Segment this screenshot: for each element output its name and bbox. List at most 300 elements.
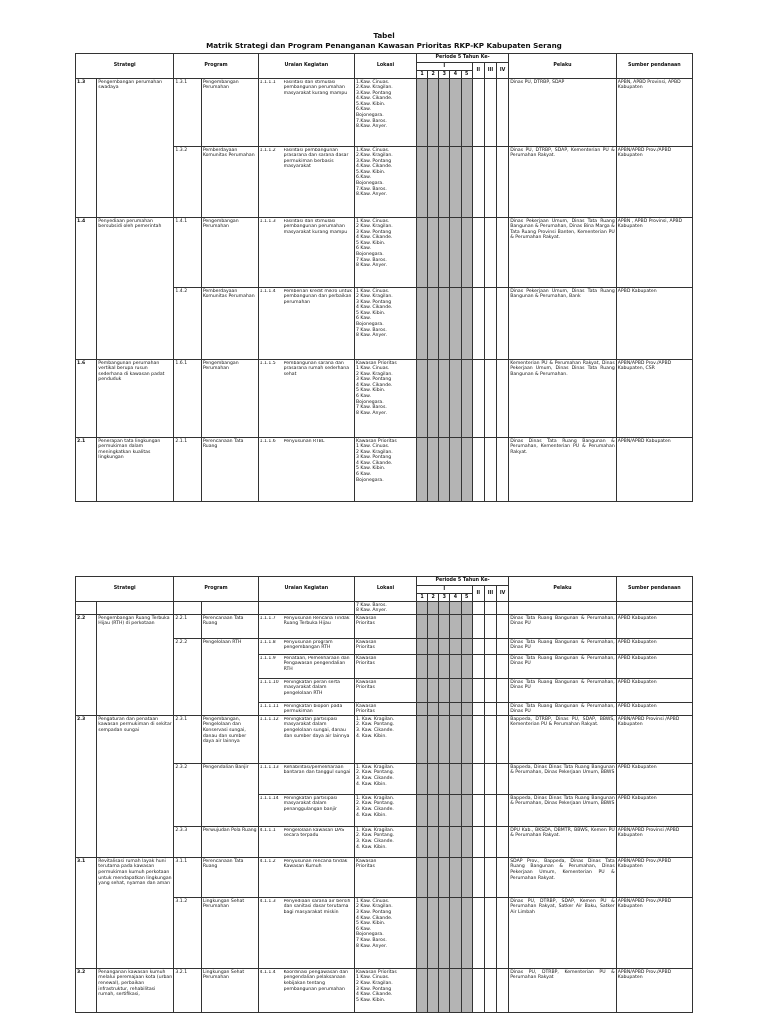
period-shaded-cell <box>416 898 427 969</box>
period-shaded-cell <box>428 79 439 147</box>
period-empty-cell <box>484 969 496 1013</box>
header-sumber-pendanaan: Sumber pendanaan <box>616 577 692 602</box>
title-line-1: Tabel <box>373 31 395 40</box>
uraian-kegiatan-cell <box>258 655 354 679</box>
table-row <box>76 79 693 147</box>
period-shaded-cell <box>416 827 427 858</box>
kegiatan-number: 4.1.1.2 <box>259 858 276 864</box>
period-shaded-cell <box>439 795 450 827</box>
uraian-kegiatan-cell <box>258 679 354 703</box>
header-year-3: 3 <box>439 71 450 79</box>
header-pelaku: Pelaku <box>509 577 617 602</box>
header-program: Program <box>174 577 258 602</box>
period-shaded-cell <box>416 969 427 1013</box>
kegiatan-number: 1.1.1.7 <box>259 615 276 621</box>
kegiatan-text: Penyusunan RTBL <box>283 438 325 444</box>
period-shaded-cell <box>461 716 472 764</box>
strategi-text: Penyediaan perumahan bersubsidi oleh pemerintah <box>97 218 174 360</box>
period-empty-cell <box>484 898 496 969</box>
matrix-table-2 <box>75 576 693 1013</box>
period-shaded-cell <box>439 716 450 764</box>
period-shaded-cell <box>428 602 439 615</box>
kegiatan-number: 4.1.1.4 <box>259 969 276 975</box>
lokasi-cell: 1 Kaw. Cinuas. 2 Kaw. Kragilan. 3 Kaw. Pontang 4 Kaw. Cikande. 5 Kaw. Kibin. 6 Kaw. Bojonegara. 7 Kaw. Baros. 8 Kaw. Anyer. <box>355 288 417 360</box>
period-empty-cell <box>484 79 496 147</box>
uraian-kegiatan-cell <box>258 360 354 438</box>
kegiatan-text: Peningkatan biopori pada permukiman <box>283 703 343 715</box>
kegiatan-number: 1.1.1.12 <box>259 716 279 722</box>
period-empty-cell <box>472 795 484 827</box>
uraian-kegiatan-cell <box>258 218 354 288</box>
uraian-kegiatan-cell <box>258 703 354 716</box>
kegiatan-number: 4.1.1.3 <box>259 898 276 904</box>
period-shaded-cell <box>461 218 472 288</box>
period-empty-cell <box>484 360 496 438</box>
sumber-pendanaan-cell: APBN/APBD Provinsi /APBD Kabupaten <box>616 827 692 858</box>
strategi-number: 1.6 <box>76 360 97 438</box>
program-text: Pemberdayaan Komunitas Perumahan <box>201 288 258 360</box>
period-empty-cell <box>472 764 484 795</box>
period-empty-cell <box>497 764 509 795</box>
period-shaded-cell <box>416 438 427 502</box>
kegiatan-number: 1.1.1.9 <box>259 655 276 661</box>
period-shaded-cell <box>428 438 439 502</box>
period-shaded-cell <box>450 679 461 703</box>
pelaku-cell: Dinas PU, DTRBP, Kementerian PU & Perumahan Rakyat <box>509 969 617 1013</box>
program-text: Pengembangan Perumahan <box>201 360 258 438</box>
period-empty-cell <box>497 360 509 438</box>
program-text: Perwujudan Pola Ruang <box>201 827 258 858</box>
header-period-2: II <box>472 586 484 602</box>
program-number: 2.3.3 <box>174 827 201 858</box>
sumber-pendanaan-cell: APBN/APBD Prov./APBD Kabupaten <box>616 858 692 898</box>
lokasi-cell: Kawasan Prioritas <box>355 655 417 679</box>
period-shaded-cell <box>461 615 472 639</box>
sumber-pendanaan-cell: APBN , APBD Provinsi, APBD Kabupaten <box>616 218 692 288</box>
uraian-kegiatan-cell <box>258 615 354 639</box>
title-line-2: Matrik Strategi dan Program Penanganan Kawasan Prioritas RKP-KP Kabupaten Serang <box>206 40 562 50</box>
period-shaded-cell <box>461 703 472 716</box>
strategi-number: 2.1 <box>76 438 97 502</box>
uraian-kegiatan-cell <box>258 288 354 360</box>
period-shaded-cell <box>461 764 472 795</box>
kegiatan-number: 1.1.1.10 <box>259 679 279 685</box>
uraian-kegiatan-cell <box>258 147 354 218</box>
period-empty-cell <box>497 602 509 615</box>
period-empty-cell <box>484 655 496 679</box>
program-number <box>174 602 201 615</box>
program-number: 1.4.1 <box>174 218 201 288</box>
kegiatan-number: 1.1.1.2 <box>259 147 276 153</box>
period-shaded-cell <box>450 858 461 898</box>
period-shaded-cell <box>461 147 472 218</box>
period-empty-cell <box>484 438 496 502</box>
header-strategi: Strategi <box>76 577 174 602</box>
period-shaded-cell <box>450 655 461 679</box>
kegiatan-number: 1.1.1.5 <box>259 360 276 366</box>
period-shaded-cell <box>450 639 461 655</box>
period-shaded-cell <box>461 655 472 679</box>
strategi-text: Penerapan tata lingkungan permukiman dalam meningkatkan kualitas lingkungan <box>97 438 174 502</box>
lokasi-cell: 7 Kaw. Baros. 8 Kaw. Anyer. <box>355 602 417 615</box>
kegiatan-text: Penyusunan rencana tindak Kawasan Kumuh <box>283 858 348 870</box>
period-empty-cell <box>497 716 509 764</box>
kegiatan-text: Fasilitasi dan stimulasi pembangunan perumahan masyarakat kurang mampu <box>283 218 348 235</box>
sumber-pendanaan-cell: APBD Kabupaten <box>616 639 692 655</box>
period-shaded-cell <box>428 795 439 827</box>
lokasi-cell: Kawasan Prioritas <box>355 703 417 716</box>
kegiatan-text: Pemberian kredit mikro untuk pembangunan dan perbaikan perumahan <box>283 288 353 305</box>
period-shaded-cell <box>450 438 461 502</box>
strategi-number <box>76 602 97 615</box>
pelaku-cell: SDAP Prov., Bappeda, Dinas Dinas Tata Ruang Bangunan & Perumahan, Dinas Pekerjaan Umum, Kementerian PU & Perumahan Rakyat. <box>509 858 617 898</box>
lokasi-cell: 1.Kaw. Cinuas. 2.Kaw. Kragilan. 3.Kaw. Pontang 4.Kaw. Cikande. 5.Kaw. Kibin. 6.Kaw. Bojonegara. 7.Kaw. Baros. 8.Kaw. Anyer. <box>355 147 417 218</box>
strategi-text: Revitalisasi rumah layak huni terutama pada kawasan permukiman kumuh perkotaan untuk mendapatkan lingkungan yang sehat, nyaman dan aman <box>97 858 174 969</box>
kegiatan-number: 1.1.1.14 <box>259 795 279 801</box>
header-lokasi: Lokasi <box>355 577 417 602</box>
period-empty-cell <box>497 795 509 827</box>
pelaku-cell: Dinas Tata Ruang Bangunan & Perumahan, Dinas PU <box>509 679 617 703</box>
header-program: Program <box>174 54 258 79</box>
pelaku-cell: Dinas PU, DTRBP, SDAP, Kementerian PU & Perumahan Rakyat. <box>509 147 617 218</box>
period-empty-cell <box>497 147 509 218</box>
strategi-text <box>97 602 174 615</box>
period-shaded-cell <box>416 602 427 615</box>
pelaku-cell: Bappeda, DTRBP, Dinas PU, SDAP, BBWS, Kementerian PU & Perumahan Rakyat. <box>509 716 617 764</box>
pelaku-cell: Dinas Pekerjaan Umum, Dinas Tata Ruang Bangunan & Perumahan, Dinas Bina Marga & Tata Ruang Provinsi Banten, Kementerian PU & Perumahan Rakyat. <box>509 218 617 288</box>
sumber-pendanaan-cell <box>616 602 692 615</box>
period-shaded-cell <box>428 898 439 969</box>
header-periode: Periode 5 Tahun Ke- <box>416 577 508 586</box>
kegiatan-text: Fasilitasi pembangunan prasarana dan sarana dasar permukiman berbasis masyarakat <box>283 147 349 170</box>
header-period-3: III <box>484 586 496 602</box>
uraian-kegiatan-cell <box>258 969 354 1013</box>
header-period-3: III <box>484 63 496 79</box>
header-year-4: 4 <box>450 71 461 79</box>
program-text: Perencanaan Tata Ruang <box>201 858 258 898</box>
strategi-text: Penanganan kawasan kumuh melalui peremajaan kota (urban renewal), perbaikan infrastruktur, rehabilitasi rumah, sertifikasi, <box>97 969 174 1013</box>
period-empty-cell <box>484 716 496 764</box>
program-number: 3.2.1 <box>174 969 201 1013</box>
uraian-kegiatan-cell <box>258 795 354 827</box>
period-shaded-cell <box>450 795 461 827</box>
period-shaded-cell <box>416 79 427 147</box>
pelaku-cell: Dinas PU, DTRBP, SDAP <box>509 79 617 147</box>
period-shaded-cell <box>439 218 450 288</box>
sumber-pendanaan-cell: APBD Kabupaten <box>616 795 692 827</box>
pelaku-cell: DPU Kab., BKSDA, DBMTR, BBWS, Kemen PU & Perumahan Rakyat. <box>509 827 617 858</box>
uraian-kegiatan-cell <box>258 827 354 858</box>
period-shaded-cell <box>439 147 450 218</box>
period-shaded-cell <box>450 147 461 218</box>
uraian-kegiatan-cell <box>258 639 354 655</box>
pelaku-cell: Kementerian PU & Perumahan Rakyat, Dinas Pekerjaan Umum, Dinas Dinas Tata Ruang Bangunan & Perumahan. <box>509 360 617 438</box>
strategi-text: Pengaturan dan penataan kawasan permukiman di sekitar sempadan sungai <box>97 716 174 858</box>
program-text: Lingkungan Sehat Perumahan <box>201 898 258 969</box>
program-number: 3.1.1 <box>174 858 201 898</box>
period-empty-cell <box>472 218 484 288</box>
period-empty-cell <box>497 703 509 716</box>
uraian-kegiatan-cell <box>258 764 354 795</box>
period-shaded-cell <box>416 288 427 360</box>
period-shaded-cell <box>428 703 439 716</box>
program-text <box>201 602 258 615</box>
kegiatan-number: 4.1.1.1 <box>259 827 276 833</box>
period-shaded-cell <box>416 764 427 795</box>
period-shaded-cell <box>439 764 450 795</box>
header-lokasi: Lokasi <box>355 54 417 79</box>
lokasi-cell: 1 Kaw. Cinuas. 2 Kaw. Kragilan. 3 Kaw. Pontang 4 Kaw. Cikande. 5 Kaw. Kibin. 6 Kaw. Bojonegara. 7 Kaw. Baros. 8 Kaw. Anyer. <box>355 218 417 288</box>
lokasi-cell: Kawasan Prioritas 1 Kaw. Cinuas. 2 Kaw. Kragilan. 3 Kaw. Pontang 4 Kaw. Cikande. 5 Kaw. Kibin. 6 Kaw. Bojonegara. <box>355 438 417 502</box>
pelaku-cell: Dinas Dinas Tata Ruang Bangunan & Perumahan, Kementerian PU & Perumahan Rakyat. <box>509 438 617 502</box>
period-empty-cell <box>484 827 496 858</box>
period-empty-cell <box>472 602 484 615</box>
table-row <box>76 615 693 639</box>
strategi-text: Pembangunan perumahan vertikal berupa rusun sederhana di kawasan padat penduduk <box>97 360 174 438</box>
period-shaded-cell <box>416 639 427 655</box>
period-shaded-cell <box>461 858 472 898</box>
period-shaded-cell <box>450 764 461 795</box>
lokasi-cell: 1. Kaw. Kragilan. 2. Kaw. Pontang. 3. Kaw. Cikande. 4. Kaw. Kibin. <box>355 764 417 795</box>
program-number: 1.3.1 <box>174 79 201 147</box>
period-empty-cell <box>497 639 509 655</box>
pelaku-cell: Dinas Tata Ruang Bangunan & Perumahan, Dinas PU <box>509 655 617 679</box>
header-period-4: IV <box>497 586 509 602</box>
kegiatan-text: Penataan, Pemeliharaan dan Pengawasan pengendalian RTH <box>283 655 350 672</box>
period-shaded-cell <box>439 602 450 615</box>
period-shaded-cell <box>416 679 427 703</box>
period-shaded-cell <box>416 716 427 764</box>
period-shaded-cell <box>461 639 472 655</box>
sumber-pendanaan-cell: APBD Kabupaten <box>616 764 692 795</box>
uraian-kegiatan-cell <box>258 898 354 969</box>
period-empty-cell <box>497 679 509 703</box>
pelaku-cell: Bappeda, Dinas Dinas Tata Ruang Bangunan & Perumahan, Dinas Pekerjaan Umum, BBWS <box>509 795 617 827</box>
header-year-2: 2 <box>428 594 439 602</box>
header-year-3: 3 <box>439 594 450 602</box>
sumber-pendanaan-cell: APBD Kabupaten <box>616 288 692 360</box>
pelaku-cell: Dinas Tata Ruang Bangunan & Perumahan, Dinas PU <box>510 703 615 715</box>
uraian-kegiatan-cell <box>258 716 354 764</box>
program-text: Pengelolaan RTH <box>201 639 258 716</box>
strategi-number: 3.2 <box>76 969 97 1013</box>
period-empty-cell <box>497 969 509 1013</box>
sumber-pendanaan-cell: APBN, APBD Provinsi, APBD Kabupaten <box>616 79 692 147</box>
program-text: Lingkungan Sehat Perumahan <box>201 969 258 1013</box>
header-year-1: 1 <box>416 71 427 79</box>
sumber-pendanaan-cell: APBD Kabupaten <box>616 615 692 639</box>
period-shaded-cell <box>461 79 472 147</box>
kegiatan-text: Peningkatan partisipasi masyarakat dalam penanggulangan banjir <box>283 795 338 813</box>
header-year-2: 2 <box>428 71 439 79</box>
period-shaded-cell <box>450 79 461 147</box>
kegiatan-text: Penyediaan sarana air bersih dan sanitasi dasar terutama bagi masyarakat miskin <box>283 898 351 916</box>
period-shaded-cell <box>428 827 439 858</box>
header-period-2: II <box>472 63 484 79</box>
period-shaded-cell <box>428 288 439 360</box>
lokasi-cell: Kawasan Prioritas <box>355 858 417 898</box>
period-empty-cell <box>472 827 484 858</box>
pelaku-cell: Dinas Pekerjaan Umum, Dinas Tata Ruang Bangunan & Perumahan, Bank <box>509 288 617 360</box>
program-text: Pengendalian Banjir <box>201 764 258 827</box>
sumber-pendanaan-cell: APBD Kabupaten <box>616 703 692 716</box>
period-shaded-cell <box>428 969 439 1013</box>
period-shaded-cell <box>450 218 461 288</box>
period-empty-cell <box>472 79 484 147</box>
table-row <box>76 438 693 502</box>
period-empty-cell <box>484 218 496 288</box>
kegiatan-number: 1.1.1.3 <box>259 218 276 224</box>
program-number: 2.1.1 <box>174 438 201 502</box>
header-pelaku: Pelaku <box>509 54 617 79</box>
lokasi-cell: 1.Kaw. Cinuas. 2.Kaw. Kragilan. 3.Kaw. Pontang 4.Kaw. Cikande. 5.Kaw. Kibin. 6.Kaw. Bojonegara. 7.Kaw. Baros. 8.Kaw. Anyer. <box>355 79 417 147</box>
kegiatan-text: Koordinasi pengawasan dan pengendalian pelaksanaan kebijakan tentang pembangunan perumahan <box>283 969 349 992</box>
kegiatan-text: Fasilitasi dan stimulasi pembangunan perumahan masyarakat kurang mampu <box>283 79 348 96</box>
matrix-table-1 <box>75 53 693 502</box>
period-empty-cell <box>472 147 484 218</box>
period-empty-cell <box>484 615 496 639</box>
header-sumber-pendanaan: Sumber pendanaan <box>616 54 692 79</box>
period-shaded-cell <box>461 969 472 1013</box>
header-period-1: I <box>416 586 472 594</box>
period-shaded-cell <box>428 615 439 639</box>
header-uraian-kegiatan: Uraian Kegiatan <box>258 577 354 602</box>
period-empty-cell <box>472 438 484 502</box>
strategi-number: 2.2 <box>76 615 97 716</box>
period-shaded-cell <box>439 79 450 147</box>
sumber-pendanaan-cell: APBN/APBD Prov./APBD Kabupaten <box>616 969 692 1013</box>
pelaku-cell: Bappeda, Dinas Dinas Tata Ruang Bangunan & Perumahan, Dinas Pekerjaan Umum, BBWS <box>509 764 617 795</box>
kegiatan-text: Pengelolaan kawasan DAS secara terpadu <box>283 827 345 839</box>
kegiatan-number: 1.1.1.4 <box>259 288 276 294</box>
sumber-pendanaan-cell: APBD Kabupaten <box>616 655 692 679</box>
kegiatan-text: Penyusunan program pengembangan RTH <box>283 639 333 651</box>
period-empty-cell <box>472 639 484 655</box>
period-shaded-cell <box>450 969 461 1013</box>
program-number: 2.2.2 <box>174 639 201 716</box>
period-shaded-cell <box>428 218 439 288</box>
strategi-number: 3.1 <box>76 858 97 969</box>
header-period-4: IV <box>497 63 509 79</box>
header-uraian-kegiatan: Uraian Kegiatan <box>258 54 354 79</box>
period-shaded-cell <box>439 969 450 1013</box>
period-empty-cell <box>484 795 496 827</box>
kegiatan-text: Penyusunan Rencana Tindak Ruang Terbuka Hijau <box>283 615 350 627</box>
lokasi-cell: Kawasan Prioritas 1 Kaw. Cinuas. 2 Kaw. Kragilan. 3 Kaw. Pontang 4 Kaw. Cikande. 5 Kaw. Kibin. 6 Kaw. Bojonegara. 7 Kaw. Baros. 8 Kaw. Anyer. <box>355 360 417 438</box>
period-empty-cell <box>497 655 509 679</box>
lokasi-cell: Kawasan Prioritas <box>355 615 417 639</box>
period-empty-cell <box>472 288 484 360</box>
period-empty-cell <box>472 898 484 969</box>
period-shaded-cell <box>461 438 472 502</box>
table-row <box>76 360 693 438</box>
program-number: 3.1.2 <box>174 898 201 969</box>
period-shaded-cell <box>450 288 461 360</box>
program-number: 2.2.1 <box>174 615 201 639</box>
program-number: 1.6.1 <box>174 360 201 438</box>
period-shaded-cell <box>450 703 461 716</box>
lokasi-cell: 1 Kaw. Cinuas. 2 Kaw. Kragilan. 3 Kaw. Pontang 4 Kaw. Cikande. 5 Kaw. Kibin. 6 Kaw. Bojonegara. 7 Kaw. Baros. 8 Kaw. Anyer. <box>355 898 417 969</box>
kegiatan-text: Pembangunan sarana dan prasarana rumah sederhana sehat <box>283 360 350 377</box>
program-text: Pengembangan Perumahan <box>201 79 258 147</box>
uraian-kegiatan-cell <box>258 858 354 898</box>
period-empty-cell <box>497 438 509 502</box>
period-shaded-cell <box>439 615 450 639</box>
sumber-pendanaan-cell: APBN/APBD Prov./APBD Kabupaten, CSR <box>616 360 692 438</box>
period-shaded-cell <box>461 898 472 969</box>
uraian-kegiatan-cell <box>258 79 354 147</box>
period-shaded-cell <box>461 288 472 360</box>
period-shaded-cell <box>416 218 427 288</box>
period-empty-cell <box>484 639 496 655</box>
table-row <box>76 218 693 288</box>
period-empty-cell <box>472 716 484 764</box>
program-number: 2.3.1 <box>174 716 201 764</box>
lokasi-cell: Kawasan Prioritas 1 Kaw. Cinuas. 2 Kaw. Kragilan. 3 Kaw. Pontang 4 Kaw. Cikande. 5 Kaw. Kibin. <box>355 969 417 1013</box>
period-empty-cell <box>484 764 496 795</box>
period-empty-cell <box>497 898 509 969</box>
period-shaded-cell <box>439 288 450 360</box>
period-shaded-cell <box>428 764 439 795</box>
period-empty-cell <box>484 679 496 703</box>
period-shaded-cell <box>416 655 427 679</box>
period-shaded-cell <box>461 360 472 438</box>
kegiatan-number: 1.1.1.11 <box>259 703 279 709</box>
period-empty-cell <box>484 602 496 615</box>
header-strategi: Strategi <box>76 54 174 79</box>
table-row <box>76 858 693 898</box>
period-empty-cell <box>472 858 484 898</box>
period-shaded-cell <box>416 615 427 639</box>
period-empty-cell <box>472 679 484 703</box>
sumber-pendanaan-cell: APBD Kabupaten <box>616 679 692 703</box>
table-row <box>76 602 693 615</box>
period-shaded-cell <box>428 655 439 679</box>
period-shaded-cell <box>461 602 472 615</box>
period-empty-cell <box>497 858 509 898</box>
uraian-kegiatan-cell <box>258 602 354 615</box>
program-text: Perencanaan Tata Ruang <box>201 438 258 502</box>
header-year-5: 5 <box>461 594 472 602</box>
period-shaded-cell <box>450 360 461 438</box>
period-empty-cell <box>472 615 484 639</box>
table-row <box>76 969 693 1013</box>
header-periode: Periode 5 Tahun Ke- <box>416 54 508 63</box>
period-shaded-cell <box>461 679 472 703</box>
period-shaded-cell <box>416 147 427 218</box>
period-empty-cell <box>484 858 496 898</box>
program-text: Pengembangan Perumahan <box>201 218 258 288</box>
lokasi-cell: 1. Kaw. Kragilan. 2. Kaw. Pontang. 3. Kaw. Cikande. 4. Kaw. Kibin. <box>355 827 417 858</box>
program-text: Pemberdayaan Komunitas Perumahan <box>201 147 258 218</box>
program-text: Perencanaan Tata Ruang <box>201 615 258 639</box>
table-title <box>0 31 768 50</box>
header-period-1: I <box>416 63 472 71</box>
period-shaded-cell <box>450 898 461 969</box>
sumber-pendanaan-cell: APBN/APBD Prov./APBD Kabupaten <box>616 147 692 218</box>
period-empty-cell <box>497 218 509 288</box>
period-empty-cell <box>484 288 496 360</box>
program-text: Pengembangan, Pengelolaan dan Konservasi sungai, danau dan sumber daya air lainnya <box>201 716 258 764</box>
sumber-pendanaan-cell: APBN/APBD Kabupaten <box>616 438 692 502</box>
kegiatan-number: 1.1.1.1 <box>259 79 276 85</box>
period-empty-cell <box>497 79 509 147</box>
period-empty-cell <box>472 655 484 679</box>
period-empty-cell <box>472 969 484 1013</box>
period-empty-cell <box>472 360 484 438</box>
period-shaded-cell <box>439 438 450 502</box>
sumber-pendanaan-cell: APBN/APBD Provinsi /APBD Kabupaten <box>616 716 692 764</box>
